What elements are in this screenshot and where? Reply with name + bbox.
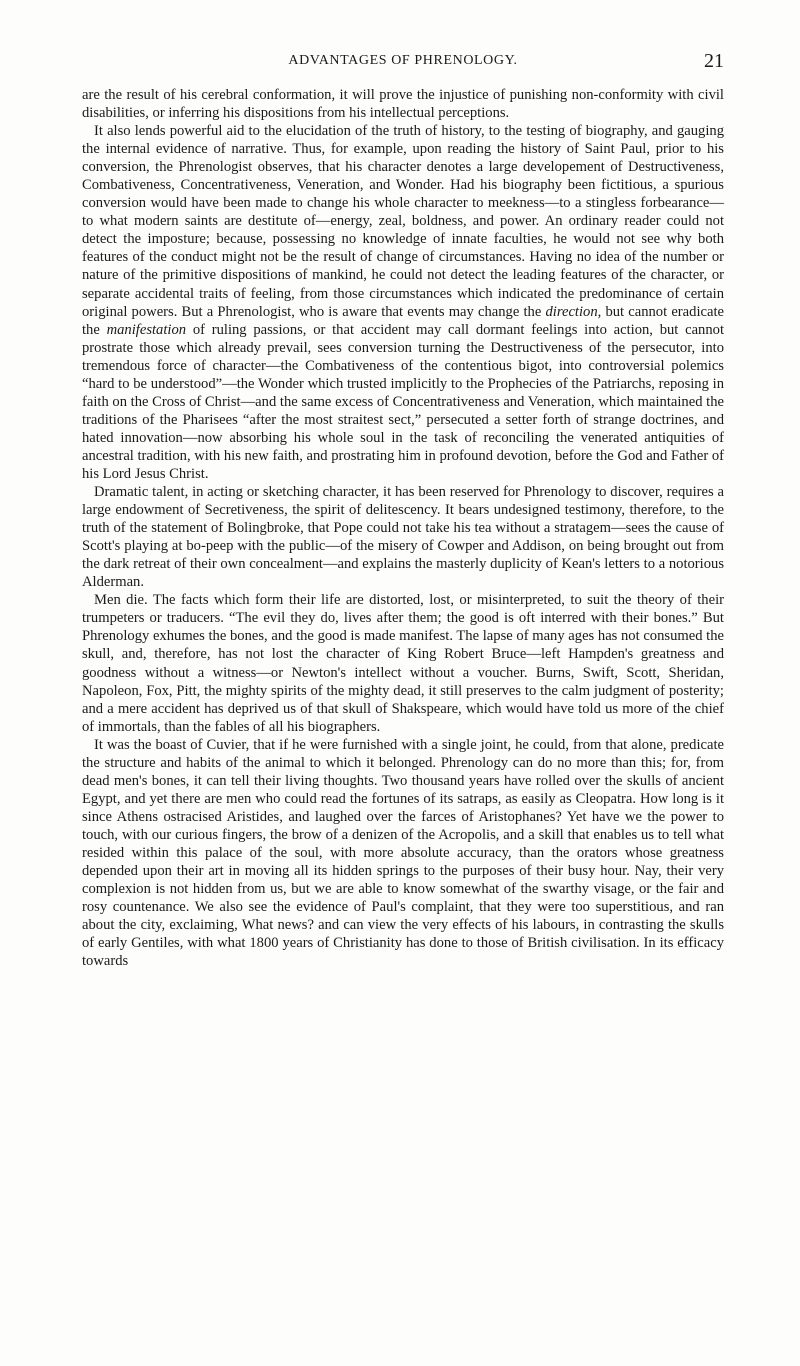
paragraph-2-part-b: but cannot eradicate the <box>82 303 724 338</box>
paragraph-2-part-a: It also lends powerful aid to the elucidation of the truth of history, to the testing of biography, and gauging the internal evidence of narrative. Thus, for example, upon reading the history of Saint Paul, prior to his conversion, the Phrenologist observes, that his character denotes a large developement of Destructiveness, Combativeness, Concentrativeness, Veneration, and Wonder. Had his biography been fictitious, a spurious conversion would have been made to change his whole character to meekness—to a stingless forbearance—to what modern saints are destitute of—energy, zeal, boldness, and power. An ordinary reader could not detect the imposture; because, possessing no knowledge of innate faculties, he would not see why both features of the conduct might not be the result of change of circumstances. Having no idea of the number or nature of the primitive dispositions of mankind, he could not detect the leading features of the character, or separate accidental traits of feeling, from those circumstances which indicated the predominance of certain original powers. But a Phrenologist, who is aware that events may change the <box>82 123 724 320</box>
paragraph-1: are the result of his cerebral conformation, it will prove the injustice of punishing non-conformity with civil disabilities, or inferring his dispositions from his intellectual perceptions. <box>82 87 724 122</box>
emphasis-direction: direction, <box>545 303 602 320</box>
paragraph-4: Men die. The facts which form their life are distorted, lost, or misinterpreted, to suit the theory of their trumpeters or traducers. “The evil they do, lives after them; the good is oft interred with their bones.” But Phrenology exhumes the bones, and the good is made manifest. The lapse of many ages has not consumed the skull, and, therefore, has not lost the character of King Robert Bruce—left Hampden's greatness and goodness without a witness—or Newton's intellect without a voucher. Burns, Swift, Scott, Sheridan, Napoleon, Fox, Pitt, the mighty spirits of the mighty dead, it still preserves to the calm judgment of posterity; and a mere accident has deprived us of that skull of Shakspeare, which would have told us more of the chief of immortals, than the fables of all his biographers. <box>82 592 724 735</box>
running-header <box>82 50 724 76</box>
emphasis-manifestation: manifestation <box>106 321 187 338</box>
paragraph-2 <box>82 122 724 483</box>
paragraph-5: It was the boast of Cuvier, that if he were furnished with a single joint, he could, from that alone, predicate the structure and habits of the animal to which it belonged. Phrenology can do no more than this; for, from dead men's bones, it can tell their living thoughts. Two thousand years have rolled over the skulls of ancient Egypt, and yet there are men who could read the fortunes of its satraps, as easily as Cleopatra. How long is it since Athens ostracised Aristides, and laughed over the farces of Aristophanes? Yet have we the power to touch, with our curious fingers, the brow of a denizen of the Acropolis, and a skill that enables us to tell what resided within this palace of the soul, with more absolute accuracy, than the orators whose greatness depended upon their art in moving all its hidden springs to the purposes of their busy hour. Nay, their very complexion is not hidden from us, but we are able to know somewhat of the swarthy visage, or the fair and rosy countenance. We also see the evidence of Paul's complaint, that they were too superstitious, and ran about the city, exclaiming, What news? and can view the very effects of his labours, in contrasting the skulls of early Gentiles, with what 1800 years of Christianity has done to those of British civilisation. In its efficacy towards <box>82 736 724 970</box>
running-title: ADVANTAGES OF PHRENOLOGY. <box>288 53 518 68</box>
page-number: 21 <box>704 50 724 72</box>
paragraph-3: Dramatic talent, in acting or sketching character, it has been reserved for Phrenology to discover, requires a large endowment of Secretiveness, the spirit of delitescency. It bears undesigned testimony, therefore, to the truth of the statement of Bolingbroke, that Pope could not take his tea without a stratagem—sees the cause of Scott's playing at bo-peep with the public—of the misery of Cowper and Addison, on being brought out from the dark retreat of their own concealment—and explains the masterly duplicity of Kean's letters to a notorious Alderman. <box>82 484 724 591</box>
paragraph-2-part-c: of ruling passions, or that accident may call dormant feelings into action, but cannot prostrate those which already prevail, sees conversion turning the Destructiveness of the persecutor, into tremendous force of character—the Combativeness of the contentious bigot, into controversial polemics “hard to be understood”—the Wonder which trusted implicitly to the Prophecies of the Patriarchs, reposing in faith on the Cross of Christ—and the same excess of Concentrativeness and Veneration, which maintained the traditions of the Pharisees “after the most straitest sect,” persecuted a setter forth of strange doctrines, and hated innovation—now absorbing his whole soul in the task of reconciling the venerated antiquities of ancestral tradition, with his new faith, and prostrating him in profound devotion, before the God and Father of his Lord Jesus Christ. <box>82 321 724 482</box>
body-text <box>82 86 724 970</box>
